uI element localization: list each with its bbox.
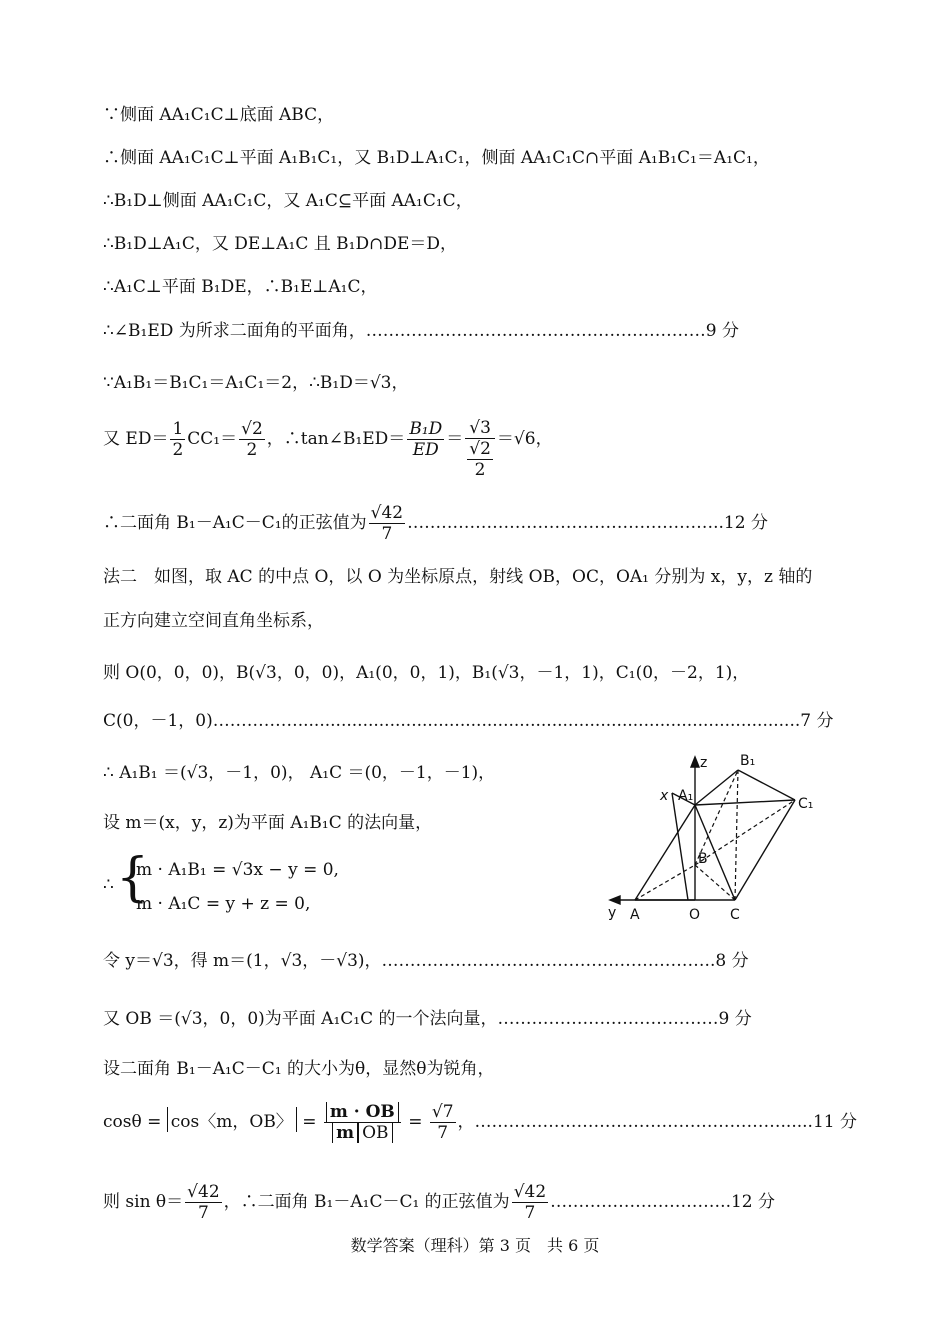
frac-den [324, 1123, 401, 1143]
edge-b1-c1 [738, 770, 795, 800]
frac-sqrt42-over-7-b [185, 1182, 221, 1223]
frac-den: 7 [437, 1123, 449, 1143]
frac-half-den: 2 [172, 440, 184, 460]
sqrt-value: 2 [480, 439, 491, 459]
edge-a1-b1 [695, 770, 738, 805]
tan-line-part-e: ＝√6， [496, 429, 553, 449]
coords-line-2: C(0，－1，0)…………….............................................................................................7 分 [103, 711, 834, 731]
tan-line [103, 418, 553, 480]
frac-num [324, 1102, 401, 1123]
sin-part-a: 则 sin θ＝ [103, 1192, 184, 1212]
frac-den: 7 [197, 1203, 209, 1223]
page-footer: 数学答案（理科）第 3 页 共 6 页 [350, 1236, 600, 1255]
system-eq-1: m · A₁B₁ = √3x − y = 0, [136, 860, 339, 880]
frac-den: 2 [246, 440, 258, 460]
frac-num: √42 [187, 1182, 220, 1202]
coords-line-1: 则 O(0，0，0)，B(√3，0，0)，A₁(0，0，1)，B₁(√3，－1，1)，C₁(0，－2，1)， [103, 663, 750, 683]
frac-den-inner: 2 [474, 460, 486, 480]
coordinate-figure [600, 745, 830, 925]
frac-den: ED [412, 440, 439, 460]
text-line-2: ∴侧面 AA₁C₁C⊥平面 A₁B₁C₁，又 B₁D⊥A₁C₁，侧面 AA₁C₁C∩平面 A₁B₁C₁＝A₁C₁， [103, 148, 770, 168]
sqrt-value: 3 [480, 418, 491, 438]
tan-line-part-d: ＝ [446, 429, 464, 449]
theta-line: 设二面角 B₁－A₁C－C₁ 的大小为θ，显然θ为锐角， [103, 1059, 495, 1079]
norm-ob: OB [358, 1123, 392, 1143]
vector-line: ∴ A₁B₁ ＝(√3，－1，0)， A₁C ＝(0，－1，－1)， [103, 763, 496, 783]
sqrt-value: 42 [524, 1182, 547, 1202]
edge-b-c-hidden [695, 865, 735, 900]
method2-line-1: 法二 如图，取 AC 的中点 O，以 O 为坐标原点，射线 OB，OC，OA₁ 分别为 x，y，z 轴的 [103, 567, 813, 587]
edge-c1-c [735, 800, 795, 900]
sine-line-1 [103, 503, 768, 544]
frac-num: √42 [513, 1182, 547, 1202]
frac-half [170, 419, 185, 460]
text-line-6: ∴∠B₁ED 为所求二面角的平面角，……………………………………………………9 分 [103, 321, 740, 341]
frac-sqrt42-over-7 [369, 503, 405, 544]
sin-part-b: ，∴二面角 B₁－A₁C－C₁ 的正弦值为 [223, 1192, 510, 1212]
sqrt-value: 7 [442, 1102, 454, 1122]
normal-vector-line: 设 m＝(x，y，z)为平面 A₁B₁C 的法向量， [103, 813, 433, 833]
frac-complex [465, 418, 495, 480]
label-y: y [608, 905, 617, 921]
label-a: A [630, 907, 640, 923]
label-b: B [698, 851, 708, 867]
sin-line [103, 1182, 775, 1223]
ob-normal-line: 又 OB ＝(√3，0，0)为平面 A₁C₁C 的一个法向量，…………………………………9 分 [103, 1009, 752, 1029]
tan-line-part-c: ，∴tan∠B₁ED＝ [266, 429, 406, 449]
text-line-5: ∴A₁C⊥平面 B₁DE，∴B₁E⊥A₁C， [103, 277, 378, 297]
label-c: C [730, 907, 740, 923]
system-brace: { [116, 848, 150, 908]
tan-line-part-a: 又 ED＝ [103, 429, 169, 449]
sqrt-value: 2 [251, 419, 263, 439]
method2-line-2: 正方向建立空间直角坐标系， [103, 611, 324, 631]
edge-a1-c1 [695, 800, 795, 805]
dot-product: m · OB [326, 1102, 399, 1122]
sqrt-value: 42 [381, 503, 404, 523]
sqrt-value: 42 [198, 1182, 220, 1202]
label-b1: B₁ [740, 753, 756, 769]
frac-den [465, 439, 495, 480]
frac-num: √2 [241, 419, 263, 439]
frac-cos [324, 1102, 401, 1143]
frac-sqrt2-over-2 [239, 419, 265, 460]
frac-den: 7 [381, 524, 393, 544]
frac-num-inner: √2 [469, 439, 491, 459]
frac-sqrt7-over-7 [430, 1102, 456, 1143]
cos-part-a: cosθ = [103, 1112, 167, 1132]
label-c1: C₁ [798, 796, 814, 812]
label-a1: A₁ [678, 788, 694, 804]
sine-line-part-a: ∴二面角 B₁－A₁C－C₁的正弦值为 [103, 513, 367, 533]
y-arrow [610, 896, 620, 904]
label-o: O [689, 907, 701, 923]
cos-inner: cos〈m，OB〉 [170, 1112, 293, 1132]
frac-half-num: 1 [172, 419, 184, 439]
tan-line-part-b: CC₁＝ [187, 429, 238, 449]
label-x: x [660, 788, 669, 804]
frac-num: √3 [465, 418, 495, 439]
frac-num: √42 [370, 503, 404, 523]
text-line-3: ∴B₁D⊥侧面 AA₁C₁C，又 A₁C⊆平面 AA₁C₁C， [103, 191, 473, 211]
text-line-7: ∵A₁B₁＝B₁C₁＝A₁C₁＝2，∴B₁D＝√3， [103, 373, 409, 393]
text-line-1: ∵侧面 AA₁C₁C⊥底面 ABC， [103, 105, 335, 125]
edge-c-b1-hidden [735, 770, 738, 900]
frac-den: 7 [524, 1203, 536, 1223]
frac-num: B₁D [409, 419, 443, 439]
system-eq-2: m · A₁C = y + z = 0, [136, 894, 311, 914]
sin-part-c: …………………………..12 分 [550, 1192, 776, 1212]
cos-abs [167, 1107, 297, 1132]
label-z: z [700, 755, 708, 771]
let-line: 令 y＝√3，得 m＝(1，√3，－√3)，…………………………………………………..8 分 [103, 951, 749, 971]
frac-num: √7 [431, 1102, 454, 1122]
z-arrow [691, 757, 699, 767]
cos-part-f: ，………………………………………………......11 分 [457, 1112, 857, 1132]
text-line-4: ∴B₁D⊥A₁C，又 DE⊥A₁C 且 B₁D∩DE＝D， [103, 234, 458, 254]
frac-sqrt42-over-7-c [512, 1182, 548, 1223]
sine-line-part-b: ………………………………………………..12 分 [407, 513, 768, 533]
norm-m: m [332, 1123, 358, 1143]
cos-line: cosθ = cos〈m，OB〉 = $\frac{m \cdot OB}{\text{m OB}}$ = $\frac{√7}{7}$ ，………………………………………………......11 分 [103, 1102, 857, 1143]
x-axis [672, 793, 688, 900]
system-prefix: ∴ [103, 875, 114, 895]
frac-b1d-ed [407, 419, 444, 460]
